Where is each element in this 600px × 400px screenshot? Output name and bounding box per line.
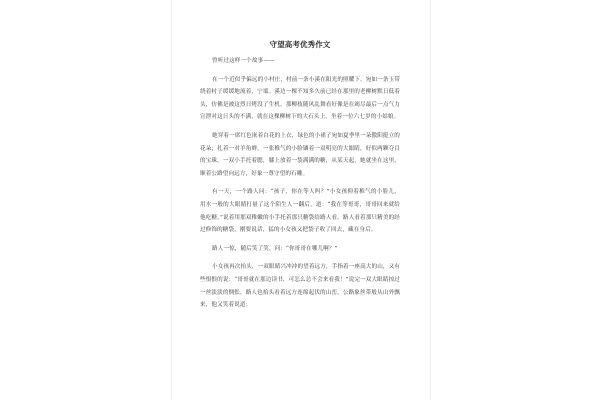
- paragraph-intro: 曾听过这样一个故事——: [212, 58, 275, 64]
- paragraph-village: 在一个近似乎偏远的小村庄，村前一条小溪在阳光的照耀下，宛如一条玉带绕着村子缓缓地流着，宁谧。溪边一棵不知多久前已经在那里的老柳树默日低着头，仿佛是被这烈日烤没了生机。那柳枝随风乱舞看好像是在竭尽最后一点气力宣泄对这日头的不满，就在这棵柳树下的大石头上，坐着一位六七岁的小姑娘。: [200, 76, 400, 121]
- paragraph-passerby: 有一天，一个路人问：“孩子，你在等人吗？”小女孩仰着稚气的小脸儿，用水一般的大眼睛打量了这个陌生人一翻后，道：“我在等哥哥，哥哥回来就给他吃糖。”说着用那双稚嫩的小手托着那只糖袋给路人看。路人看着那只精美的经过修饰的糖袋，刚要说话，猛的小女孩又把袋子收了回去，藏在身后。: [200, 189, 400, 234]
- paragraph-mountain: 小女孩再次抬头，一双眼睛兴冲冲的望着远方，手指着一座高大的山，又有些恨恨的说：“哥哥就在那边读书，可怎么总不会来看我！”说完一双大眼睛掠过一丝淡淡的惆怅，路人也抬头看着远方连绵起伏的山峦，公路象丝带般从山外飘来，他又笑着说道：: [200, 264, 400, 309]
- paragraph-question: 路人一惊，随后笑了笑，问：“你哥哥在哪儿啊？”: [212, 245, 338, 252]
- document-body: [200, 40, 400, 312]
- paragraph-girl: 她穿着一席红色嵌着白花的上衣，绿色的小裙子宛如夏季里一朵傲阳挺立的花朵；扎着一对羊角辫，一张稚气的小脸镶着一双明亮的大眼睛，好似两颗夺目的宝珠，一双小手托着腮，膝上放着一袋满满的糖，从某天起，她就坐在这里，顺着公路望向远方，好象一尊守望的石雕。: [200, 132, 400, 177]
- document-title: 守望高考优秀作文: [269, 40, 331, 49]
